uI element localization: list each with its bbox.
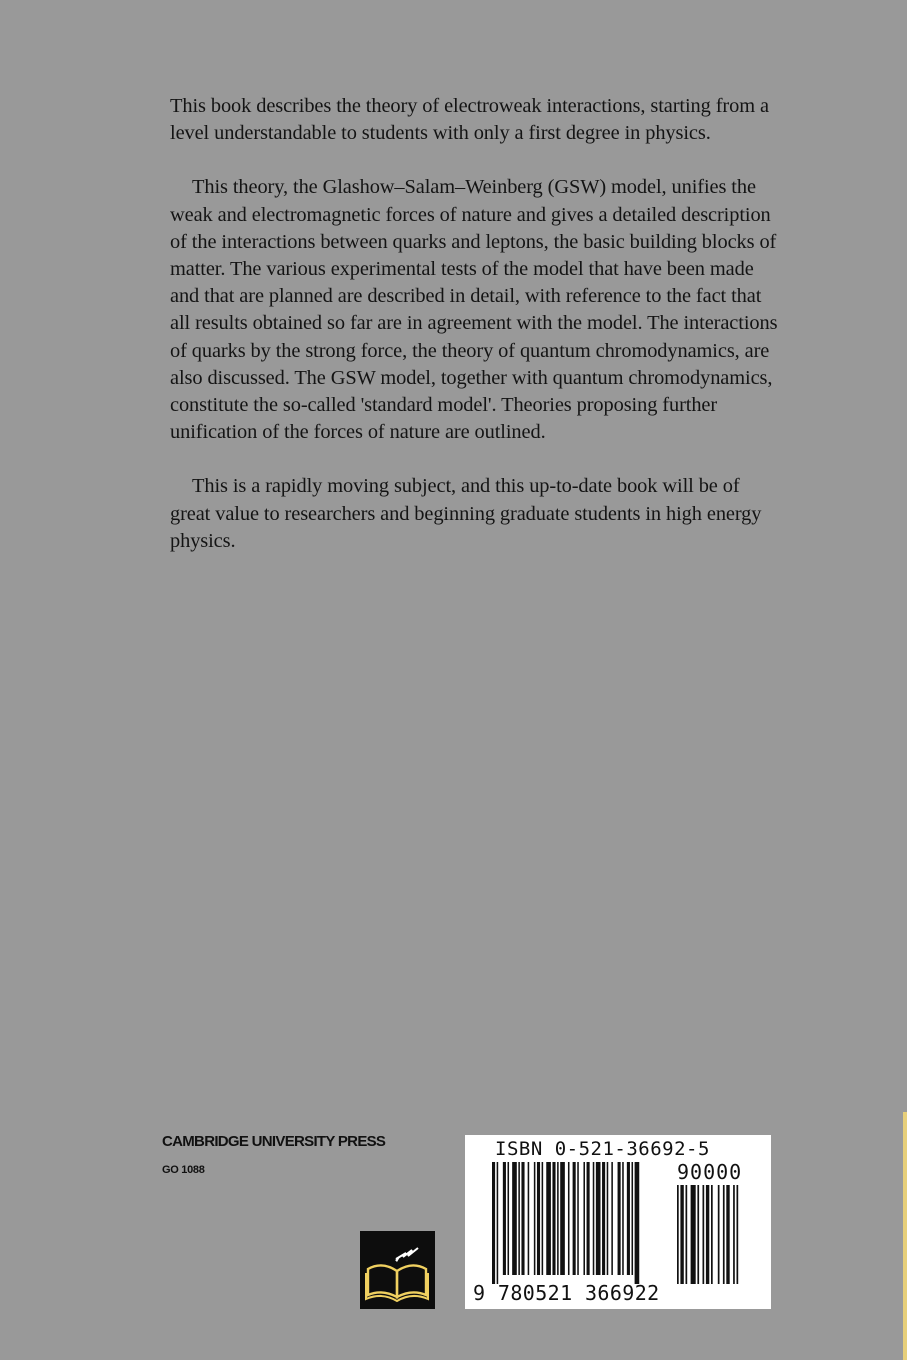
isbn-barcode <box>465 1135 771 1309</box>
publisher-name: CAMBRIDGE UNIVERSITY PRESS <box>162 1133 386 1150</box>
barcode-bars <box>465 1135 771 1285</box>
back-cover-blurb <box>170 93 780 582</box>
spine-edge <box>903 1112 907 1360</box>
blurb-paragraph-1: This book describes the theory of electroweak interactions, starting from a level understandable to students with only a first degree in physics. <box>170 95 769 145</box>
blurb-paragraph-3: This is a rapidly moving subject, and this up-to-date book will be of great value to researchers and beginning graduate students in high energy physics. <box>170 475 762 552</box>
isbn-label: ISBN 0-521-36692-5 <box>495 1138 710 1160</box>
price-addon-digits: 90000 <box>677 1160 743 1184</box>
publisher-logo <box>360 1231 435 1309</box>
blurb-paragraph-2: This theory, the Glashow–Salam–Weinberg (GSW) model, unifies the weak and electromagnetic forces of nature and gives a detailed description of the interactions between quarks and leptons, the basic building blocks of matter. The various experimental tests of the model that have been made and that are planned are described in detail, with reference to the fact that all results obtained so far are in agreement with the model. The interactions of quarks by the strong force, the theory of quantum chromodynamics, are also discussed. The GSW model, together with quantum chromodynamics, constitute the so-called 'standard model'. Theories proposing further unification of the forces of nature are outlined. <box>170 176 778 444</box>
ean-digits: 9 780521 366922 <box>473 1281 660 1305</box>
catalog-code: GO 1088 <box>162 1164 205 1176</box>
open-book-with-lightning-icon <box>360 1231 435 1309</box>
